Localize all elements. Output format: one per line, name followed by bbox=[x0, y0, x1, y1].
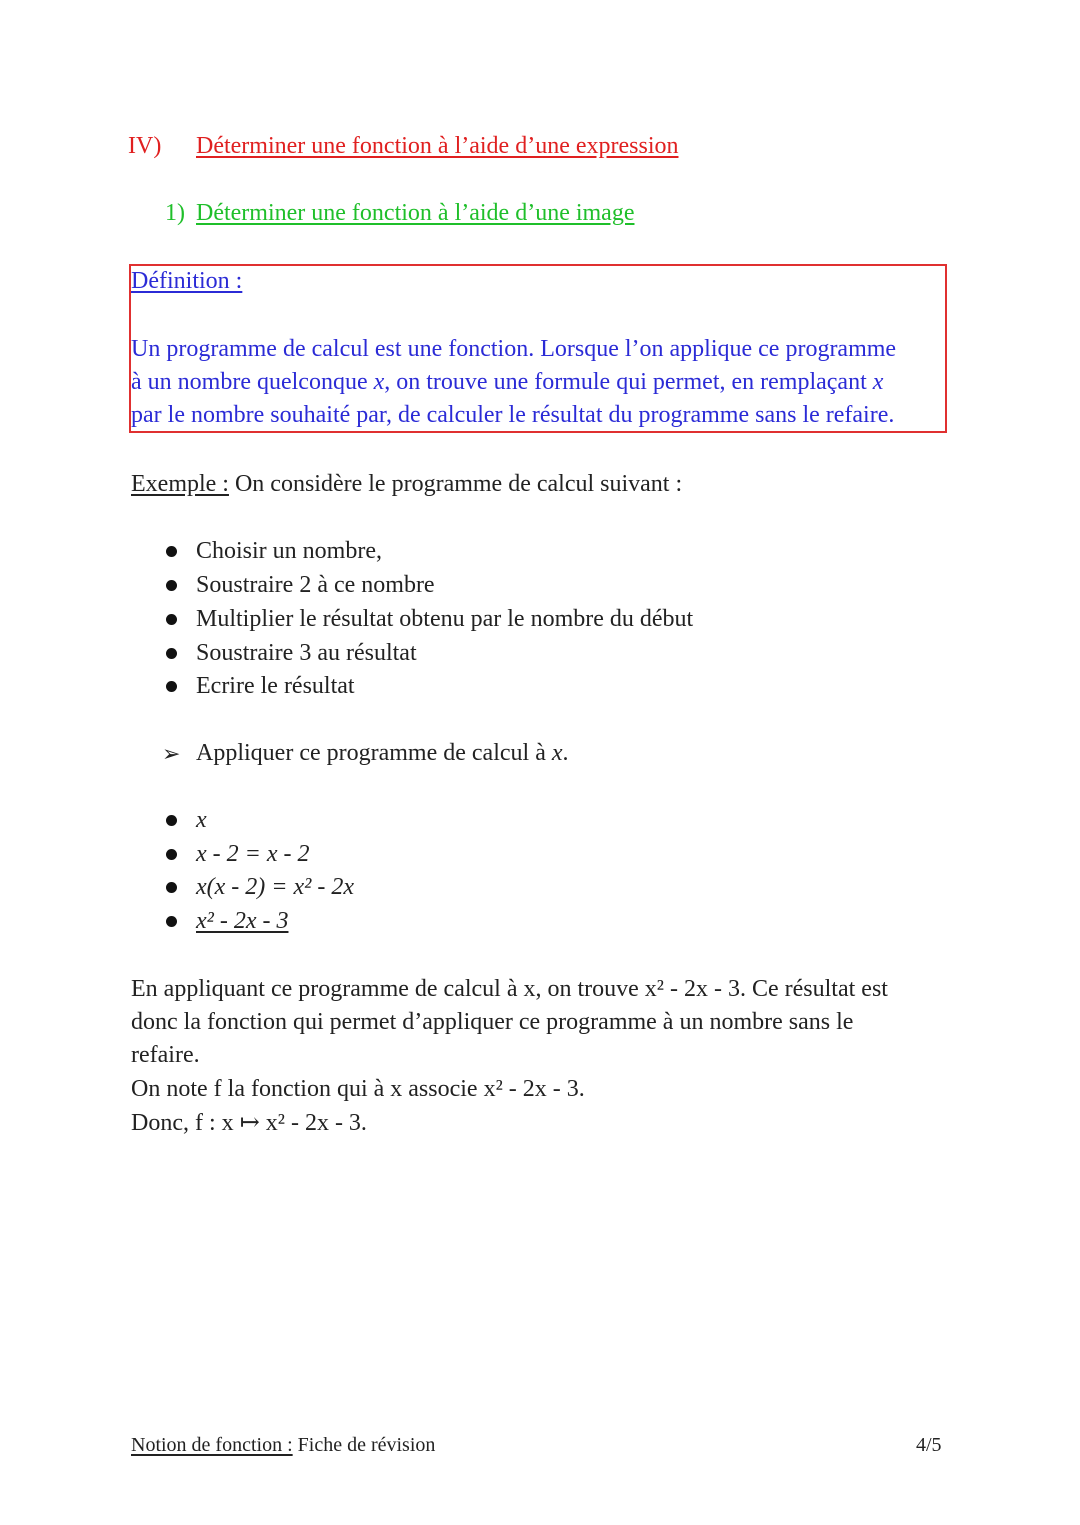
page-number: 4/5 bbox=[916, 1434, 942, 1456]
calc-step-1: x bbox=[196, 807, 207, 833]
bullet-icon bbox=[166, 849, 177, 860]
bullet-icon bbox=[166, 614, 177, 625]
definition-label: Définition : bbox=[131, 268, 243, 294]
subsection-number: 1) bbox=[165, 200, 185, 226]
conclusion-line-3: refaire. bbox=[131, 1042, 200, 1068]
arrow-bullet-icon: ➢ bbox=[162, 742, 181, 767]
example-intro: Exemple : On considère le programme de calcul suivant : bbox=[131, 471, 683, 497]
bullet-icon bbox=[166, 882, 177, 893]
step-3: Multiplier le résultat obtenu par le nombre du début bbox=[196, 606, 694, 632]
conclusion-line-2: donc la fonction qui permet d’appliquer ce programme à un nombre sans le bbox=[131, 1009, 854, 1035]
conclusion-line-1: En appliquant ce programme de calcul à x, on trouve x² - 2x - 3. Ce résultat est bbox=[131, 976, 888, 1002]
definition-line-1: Un programme de calcul est une fonction. Lorsque l’on applique ce programme bbox=[131, 336, 897, 362]
step-4: Soustraire 3 au résultat bbox=[196, 640, 417, 666]
step-2: Soustraire 2 à ce nombre bbox=[196, 572, 435, 598]
step-1: Choisir un nombre, bbox=[196, 538, 382, 564]
bullet-icon bbox=[166, 546, 177, 557]
footer-title: Notion de fonction : Fiche de révision bbox=[131, 1434, 436, 1456]
example-label: Exemple : bbox=[131, 471, 229, 497]
section-title: Déterminer une fonction à l’aide d’une expression bbox=[196, 133, 679, 159]
bullet-icon bbox=[166, 681, 177, 692]
bullet-icon bbox=[166, 815, 177, 826]
calc-result: x² - 2x - 3 bbox=[196, 908, 289, 934]
conclusion-line-4: On note f la fonction qui à x associe x² - 2x - 3. bbox=[131, 1076, 585, 1102]
subsection-title: Déterminer une fonction à l’aide d’une image bbox=[196, 200, 635, 226]
section-number: IV) bbox=[128, 133, 162, 159]
definition-line-3: par le nombre souhaité par, de calculer le résultat du programme sans le refaire. bbox=[131, 402, 895, 428]
footer-label: Notion de fonction : bbox=[131, 1434, 293, 1456]
definition-line-2: à un nombre quelconque x, on trouve une formule qui permet, en remplaçant x bbox=[131, 369, 884, 395]
step-5: Ecrire le résultat bbox=[196, 673, 355, 699]
bullet-icon bbox=[166, 648, 177, 659]
conclusion-line-5: Donc, f : x ↦ x² - 2x - 3. bbox=[131, 1110, 367, 1136]
bullet-icon bbox=[166, 916, 177, 927]
bullet-icon bbox=[166, 580, 177, 591]
task-text: Appliquer ce programme de calcul à x. bbox=[196, 740, 569, 766]
calc-step-2: x - 2 = x - 2 bbox=[196, 841, 310, 867]
calc-step-3: x(x - 2) = x² - 2x bbox=[196, 874, 354, 900]
